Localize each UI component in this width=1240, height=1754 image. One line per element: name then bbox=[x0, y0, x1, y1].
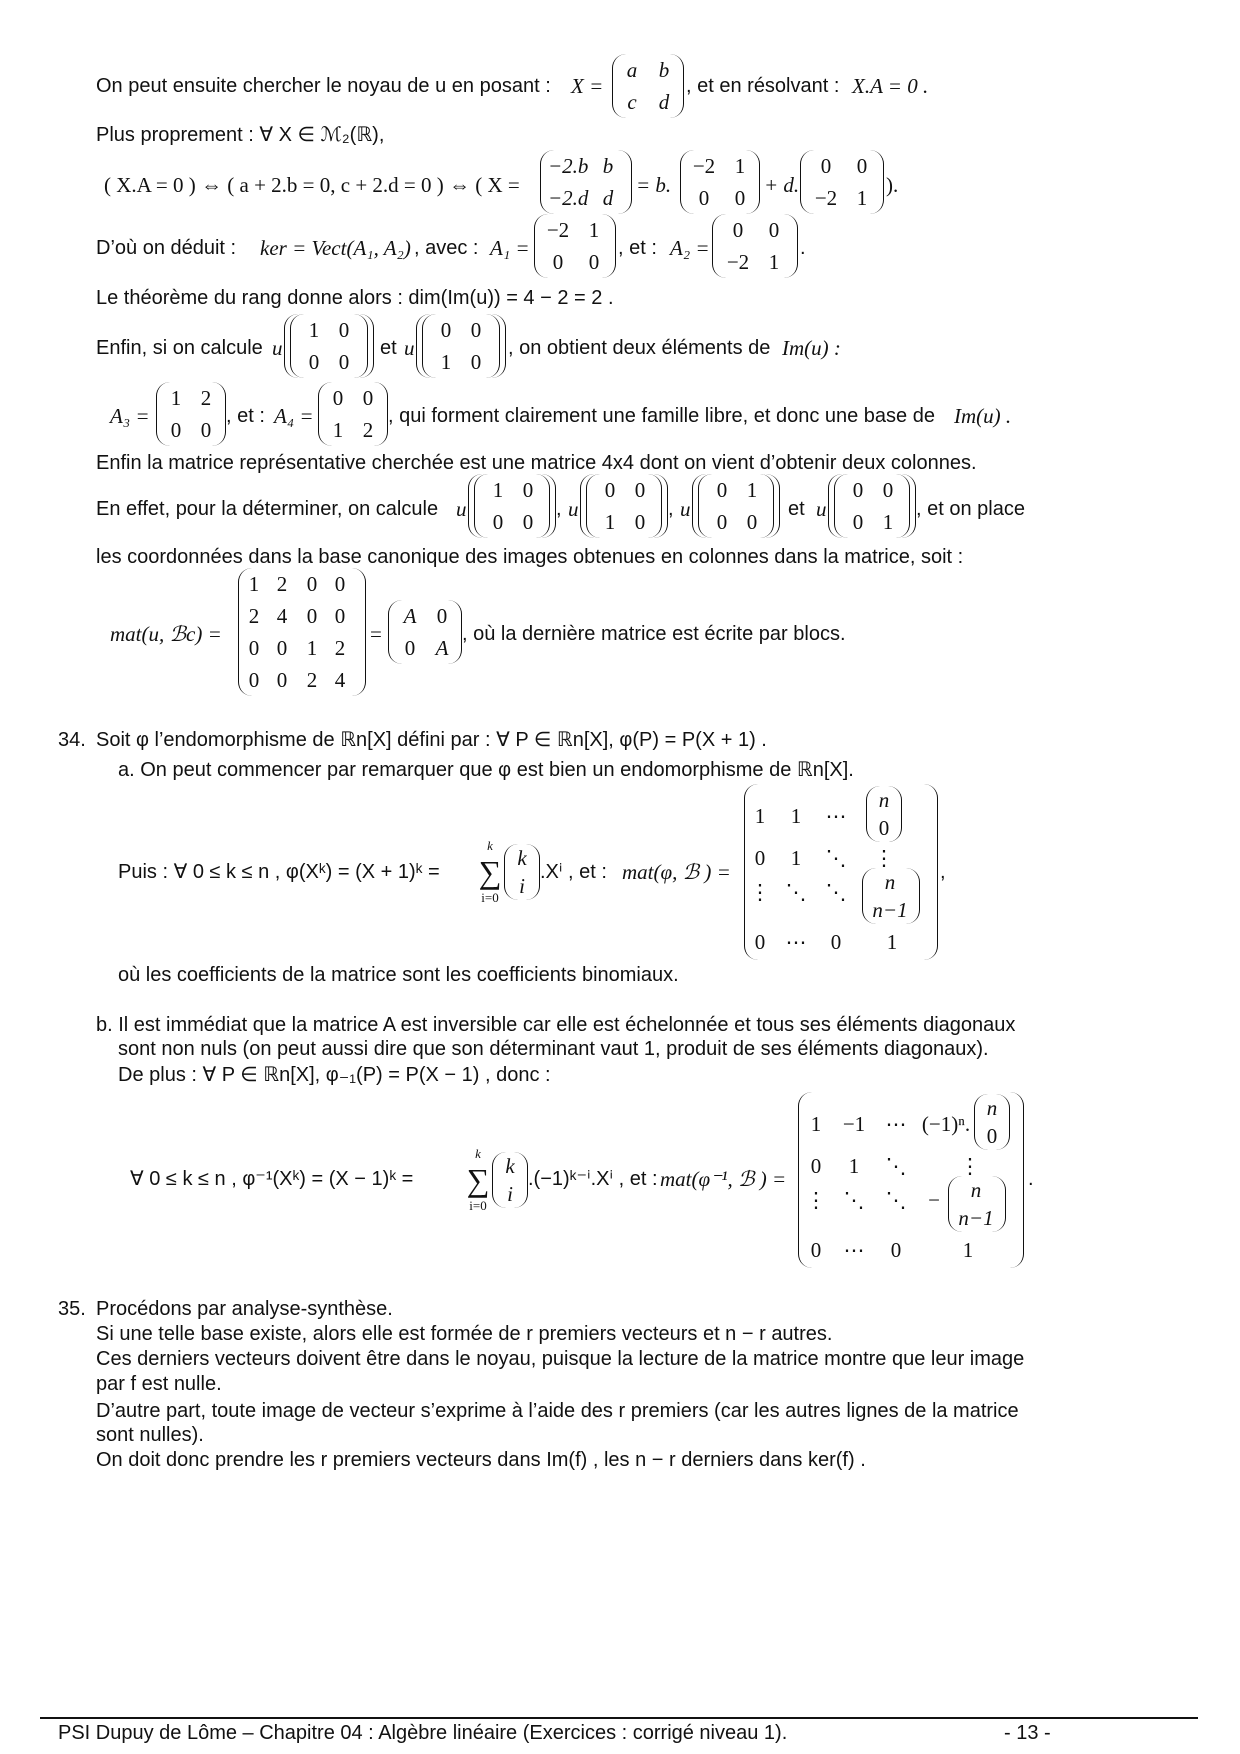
sum-binom-2: k ∑ i=0 k i bbox=[470, 1148, 532, 1218]
math-expr: A₂ = bbox=[670, 236, 710, 260]
text-line: , avec : bbox=[414, 237, 479, 259]
text-line: par f est nulle. bbox=[96, 1373, 222, 1395]
math-expr: A₁ = bbox=[490, 236, 530, 260]
matrix-E11b: 1 0 0 0 bbox=[468, 474, 556, 538]
matrix-A1: −2 1 0 0 bbox=[534, 214, 616, 278]
matrix-big: 1 2 0 0 2 4 0 0 0 0 1 2 0 0 2 4 bbox=[238, 568, 366, 696]
math-expr: mat(u, ℬc) = bbox=[110, 622, 222, 646]
text-line: Procédons par analyse-synthèse. bbox=[96, 1298, 393, 1320]
text-line: , où la dernière matrice est écrite par blocs. bbox=[462, 623, 846, 645]
text-line: Soit φ l’endomorphisme de ℝn[X] défini par : ∀ P ∈ ℝn[X], φ(P) = P(X + 1) . bbox=[96, 729, 767, 751]
text-line: , bbox=[556, 498, 562, 520]
text-line: Enfin la matrice représentative cherchée est une matrice 4x4 dont on vient d’obtenir deux colonnes. bbox=[96, 452, 977, 474]
text-line: En effet, pour la déterminer, on calcule bbox=[96, 498, 439, 520]
matrix-E22: 0 0 0 1 bbox=[828, 474, 916, 538]
math-expr: = bbox=[370, 622, 382, 646]
math-expr: mat(φ, ℬ ) = bbox=[622, 860, 731, 884]
page-number: - 13 - bbox=[1004, 1722, 1051, 1744]
text-line: , et : bbox=[226, 405, 265, 427]
text-line: et bbox=[788, 498, 805, 520]
text-line: D’où on déduit : bbox=[96, 237, 237, 259]
math-expr: X = bbox=[571, 74, 604, 98]
math-expr: u bbox=[272, 336, 283, 360]
text-line: Plus proprement : ∀ X ∈ ℳ₂(ℝ), bbox=[96, 124, 385, 146]
footer-divider bbox=[40, 1717, 1198, 1719]
math-expr: Im(u) : bbox=[782, 336, 841, 360]
matrix-A4: 0 0 1 2 bbox=[318, 382, 388, 446]
text-line: On doit donc prendre les r premiers vecteurs dans Im(f) , les n − r derniers dans ker(f) . bbox=[96, 1449, 866, 1471]
text-line: où les coefficients de la matrice sont les coefficients binomiaux. bbox=[118, 964, 679, 986]
sum-binom: k ∑ i=0 k i bbox=[482, 840, 544, 910]
matrix-E11: 1 0 0 0 bbox=[284, 314, 374, 378]
text-line: , bbox=[940, 861, 946, 883]
text-line: a. On peut commencer par remarquer que φ est bien un endomorphisme de ℝn[X]. bbox=[118, 759, 854, 781]
text-line: .Xⁱ , et : bbox=[540, 861, 607, 883]
math-expr: X.A = 0 . bbox=[852, 74, 929, 98]
math-expr: ). bbox=[886, 173, 899, 197]
text-line: et bbox=[380, 337, 397, 359]
text-line: , qui forment clairement une famille libre, et donc une base de bbox=[388, 405, 935, 427]
matrix-phi: 1 1 ⋯ n 0 0 1 ⋱ ⋮ ⋮ ⋱ ⋱ n n−1 0 ⋯ 0 1 bbox=[744, 784, 938, 960]
text-line: , et on place bbox=[916, 498, 1025, 520]
math-expr: Im(u) . bbox=[954, 404, 1012, 428]
math-expr: A₃ = bbox=[110, 404, 150, 428]
text-line: . bbox=[800, 237, 806, 259]
question-number: 35. bbox=[58, 1298, 86, 1320]
text-line: , bbox=[668, 498, 674, 520]
matrix-X: a b c d bbox=[612, 54, 684, 118]
text-line: les coordonnées dans la base canonique des images obtenues en colonnes dans la matrice, soit : bbox=[96, 546, 964, 568]
matrix-phiinv: 1 −1 ⋯ (−1)ⁿ. n 0 0 1 ⋱ ⋮ ⋮ ⋱ ⋱ − n n−1 0 ⋯ 0 1 bbox=[798, 1092, 1024, 1268]
text-line: sont nulles). bbox=[96, 1424, 204, 1446]
matrix-E12: 0 1 0 0 bbox=[692, 474, 780, 538]
text-line: Puis : ∀ 0 ≤ k ≤ n , φ(Xᵏ) = (X + 1)ᵏ = bbox=[118, 861, 440, 883]
text-line: On peut ensuite chercher le noyau de u en posant : bbox=[96, 75, 551, 97]
matrix-block: A 0 0 A bbox=[388, 600, 462, 664]
matrix-m3: 0 0 −2 1 bbox=[800, 150, 884, 214]
text-line: ∀ 0 ≤ k ≤ n , φ⁻¹(Xᵏ) = (X − 1)ᵏ = bbox=[130, 1168, 414, 1190]
math-expr: u bbox=[404, 336, 415, 360]
math-expr: u bbox=[816, 497, 827, 521]
text-line: Enfin, si on calcule bbox=[96, 337, 263, 359]
text-line: Si une telle base existe, alors elle est formée de r premiers vecteurs et n − r autres. bbox=[96, 1323, 833, 1345]
text-line: , on obtient deux éléments de bbox=[508, 337, 771, 359]
text-line: .(−1)ᵏ⁻ⁱ.Xⁱ , et : bbox=[528, 1168, 658, 1190]
math-expr: mat(φ⁻¹, ℬ ) = bbox=[660, 1167, 787, 1191]
text-line: Le théorème du rang donne alors : dim(Im(u)) = 4 − 2 = 2 . bbox=[96, 287, 614, 309]
matrix-A3: 1 2 0 0 bbox=[156, 382, 226, 446]
math-expr: u bbox=[680, 497, 691, 521]
text-line: D’autre part, toute image de vecteur s’exprime à l’aide des r premiers (car les autres lignes de la matrice bbox=[96, 1400, 1019, 1422]
math-expr: A₄ = bbox=[274, 404, 314, 428]
text-line: . bbox=[1028, 1168, 1034, 1190]
text-line: Ces derniers vecteurs doivent être dans le noyau, puisque la lecture de la matrice montre que leur image bbox=[96, 1348, 1025, 1370]
matrix-A2: 0 0 −2 1 bbox=[712, 214, 798, 278]
matrix-m2: −2 1 0 0 bbox=[680, 150, 760, 214]
math-expr: + d. bbox=[764, 173, 800, 197]
text-line: , et en résolvant : bbox=[686, 75, 840, 97]
math-expr: u bbox=[568, 497, 579, 521]
text-line: , et : bbox=[618, 237, 657, 259]
matrix-E21: 0 0 1 0 bbox=[416, 314, 506, 378]
matrix-m1: −2.b b −2.d d bbox=[540, 150, 632, 214]
math-expr: ker = Vect(A₁, A₂) bbox=[260, 236, 411, 260]
text-line: De plus : ∀ P ∈ ℝn[X], φ₋₁(P) = P(X − 1) , donc : bbox=[118, 1064, 551, 1086]
math-line: ( X.A = 0 ) ⇔ ( a + 2.b = 0, c + 2.d = 0 ) ⇔ ( X = bbox=[104, 173, 520, 197]
matrix-E21b: 0 0 1 0 bbox=[580, 474, 668, 538]
math-expr: = b. bbox=[636, 173, 672, 197]
text-line: sont non nuls (on peut aussi dire que son déterminant vaut 1, produit de ses éléments diagonaux). bbox=[118, 1038, 989, 1060]
text-line: b. Il est immédiat que la matrice A est inversible car elle est échelonnée et tous ses éléments diagonaux bbox=[96, 1014, 1016, 1036]
question-number: 34. bbox=[58, 729, 86, 751]
footer-title: PSI Dupuy de Lôme – Chapitre 04 : Algèbre linéaire (Exercices : corrigé niveau 1). bbox=[58, 1722, 788, 1744]
math-expr: u bbox=[456, 497, 467, 521]
